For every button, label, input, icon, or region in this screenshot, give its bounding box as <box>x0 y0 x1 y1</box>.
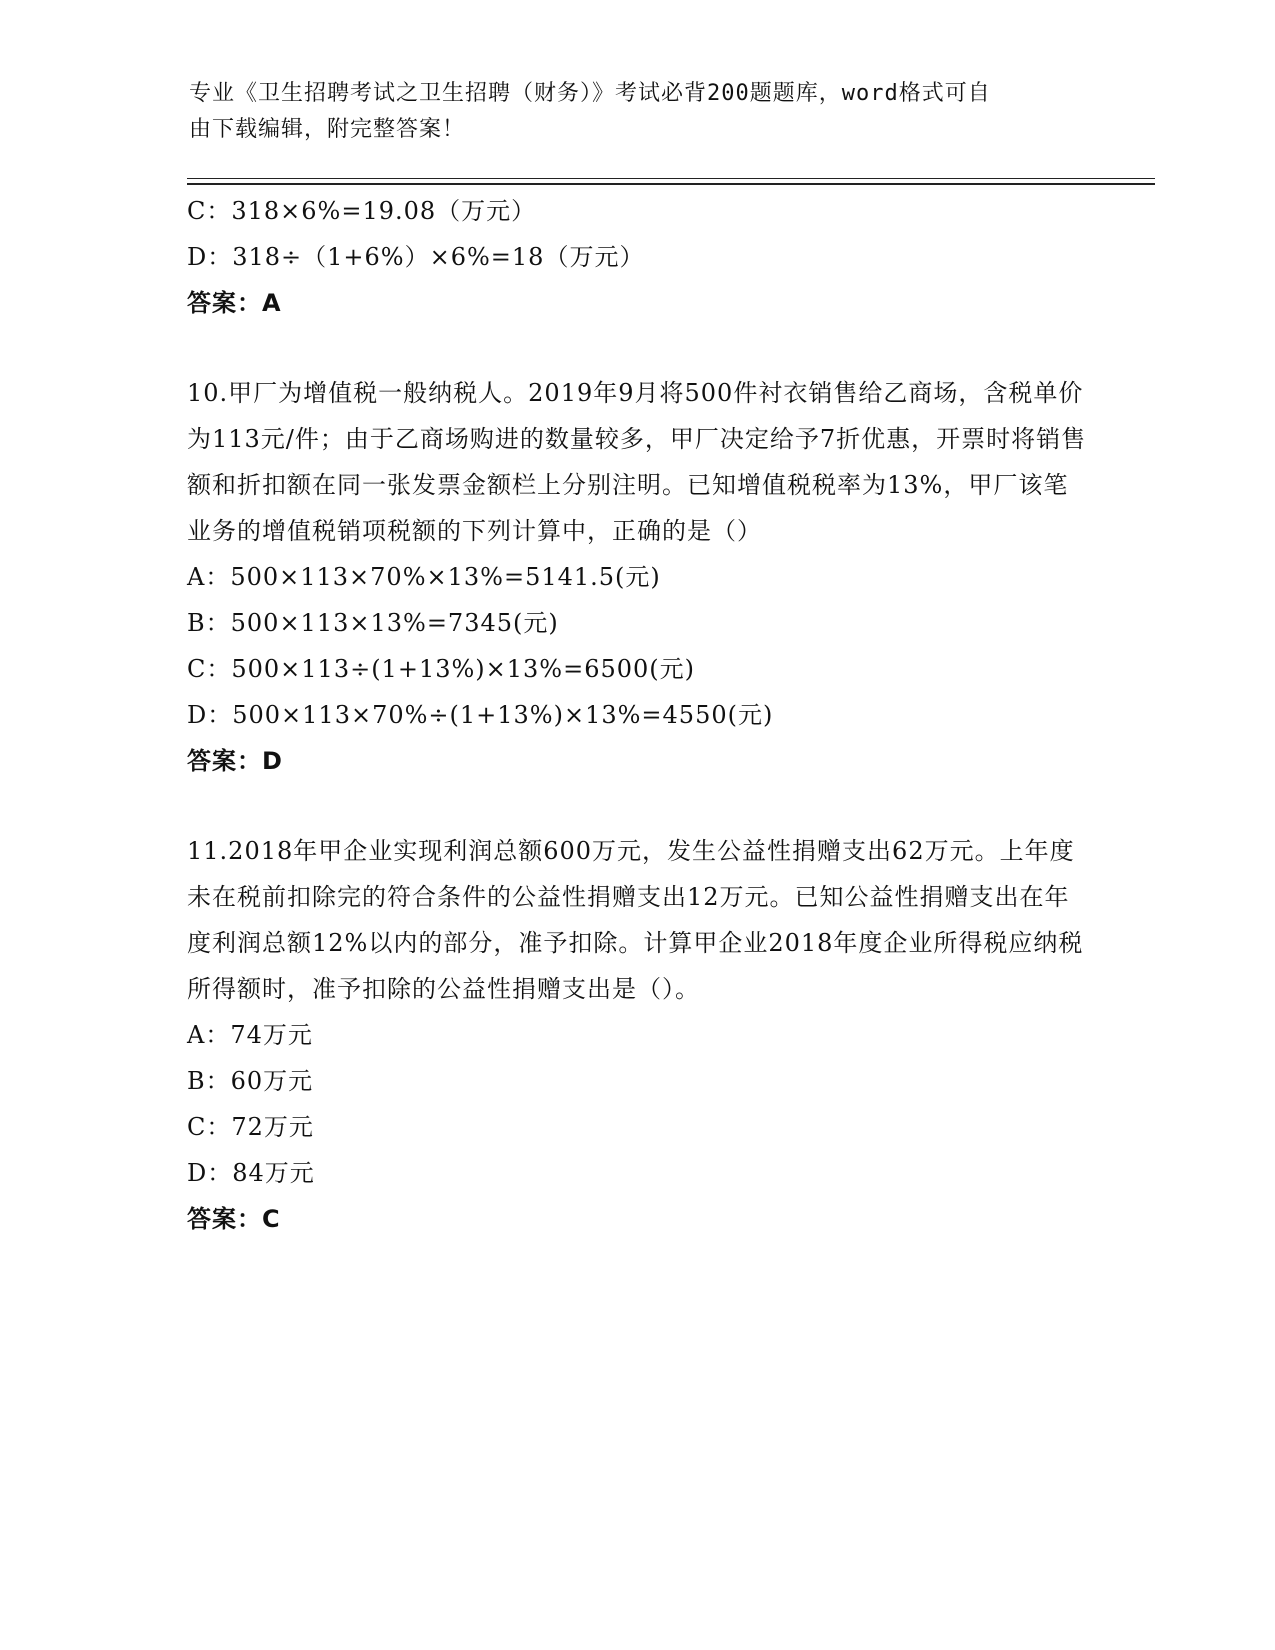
answer-line: 答案：A <box>187 289 282 317</box>
option-d: D：500×113×70%÷(1+13%)×13%=4550(元) <box>187 701 774 729</box>
document-header <box>189 76 1089 148</box>
question-stem: 11.2018年甲企业实现利润总额600万元，发生公益性捐赠支出62万元。上年度未在税前扣除完的符合条件的公益性捐赠支出12万元。已知公益性捐赠支出在年度利润总额12%以内的部分，准予扣除。计算甲企业2018年度企业所得税应纳税所得额时，准予扣除的公益性捐赠支出是（）。 <box>187 837 1084 1003</box>
question-10 <box>187 370 1117 784</box>
option-b: B：500×113×13%=7345(元) <box>187 609 559 637</box>
option-a: A：74万元 <box>187 1021 313 1049</box>
document-body <box>187 188 1117 1242</box>
option-d: D：318÷（1+6%）×6%=18（万元） <box>187 243 645 271</box>
option-c: C：500×113÷(1+13%)×13%=6500(元) <box>187 655 696 683</box>
option-b: B：60万元 <box>187 1067 314 1095</box>
question-11 <box>187 828 1117 1242</box>
spacer <box>187 784 1117 828</box>
header-divider-thick <box>187 183 1155 185</box>
answer-line: 答案：C <box>187 1205 281 1233</box>
question-stem: 10.甲厂为增值税一般纳税人。2019年9月将500件衬衣销售给乙商场，含税单价为113元/件；由于乙商场购进的数量较多，甲厂决定给予7折优惠，开票时将销售额和折扣额在同一张发票金额栏上分别注明。已知增值税税率为13%，甲厂该笔业务的增值税销项税额的下列计算中，正确的是（） <box>187 379 1087 545</box>
question-9-tail <box>187 188 1117 326</box>
answer-line: 答案：D <box>187 747 283 775</box>
option-c: C：318×6%=19.08（万元） <box>187 197 537 225</box>
header-title-line-2: 由下载编辑，附完整答案！ <box>189 117 466 142</box>
option-a: A：500×113×70%×13%=5141.5(元) <box>187 563 661 591</box>
option-d: D：84万元 <box>187 1159 315 1187</box>
option-c: C：72万元 <box>187 1113 314 1141</box>
spacer <box>187 326 1117 370</box>
header-divider-thin <box>187 178 1155 179</box>
header-title-line-1: 专业《卫生招聘考试之卫生招聘（财务）》考试必背200题题库，word格式可自 <box>189 81 991 106</box>
